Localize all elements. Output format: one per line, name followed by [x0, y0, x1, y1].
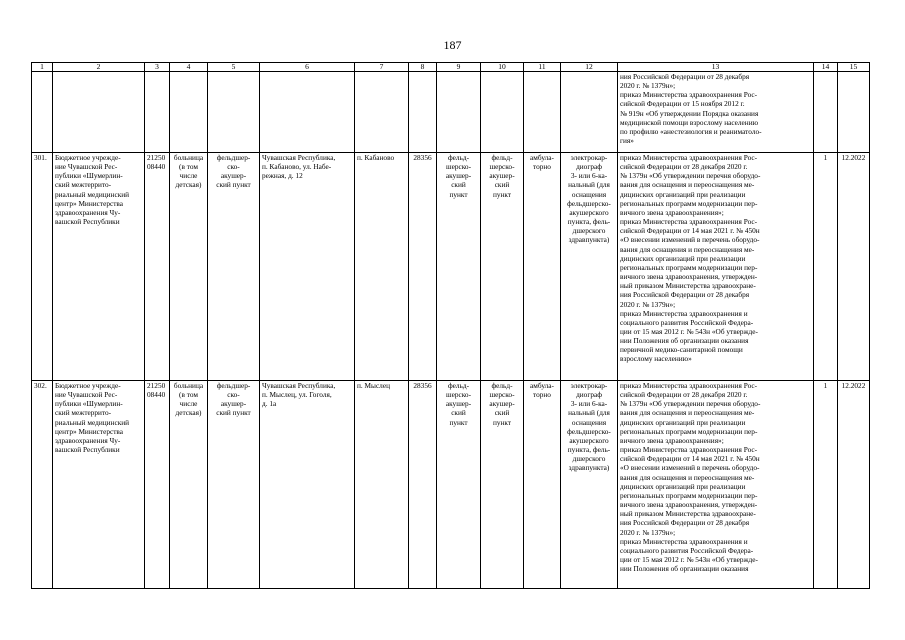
- settlement: п. Кабаново: [355, 153, 409, 381]
- equipment-name: электрокар- диограф 3- или 6-ка- нальный (для оснащения фельдшерско- акушерского пункта, фель- дшерского здравпункта): [561, 381, 618, 589]
- column-number: 11: [524, 63, 561, 72]
- column-number: 4: [170, 63, 208, 72]
- okato-code: 28356: [409, 153, 437, 381]
- column-number: 8: [409, 63, 437, 72]
- address: Чувашская Республика, п. Мыслец, ул. Гоголя, д. 1а: [260, 381, 355, 589]
- page-number: 187: [443, 38, 462, 52]
- institution-type: больница (в том числе детская): [170, 153, 208, 381]
- institution-name: Бюджетное учрежде- ние Чувашской Рес- публики «Шумерлин- ский межтеррито- риальный медицинский центр» Министерства здравоохранения Чу- вашской Республики: [53, 381, 145, 589]
- column-number: 7: [355, 63, 409, 72]
- deadline: 12.2022: [838, 381, 870, 589]
- legal-basis-continued: ния Российской Федерации от 28 декабря 2020 г. № 1379н»; приказ Министерства здравоохранения Рос- сийской Федерации от 15 ноября 2012 г. № 919н «Об утверждении Порядка оказания медицинской помощи взрослому населению по профилю «анестезиология и реаниматоло- гия»: [618, 72, 814, 153]
- legal-basis: приказ Министерства здравоохранения Рос- сийской Федерации от 28 декабря 2020 г. № 1379н «Об утверждении перечня оборудо- вания для оснащения и переоснащения ме- дицинских организаций при реализации региональных программ модернизации пер- вичного звена здравоохранения»; приказ Министерства здравоохранения Рос- сийской Федерации от 14 мая 2021 г. № 450н «О внесении изменений в перечень оборудо- вания для оснащения и переоснащения ме- дицинских организаций при реализации региональных программ модернизации пер- вичного звена здравоохранения, утвержден- ный приказом Министерства здравоохране- ния Российской Федерации от 28 декабря 2020 г. № 1379н»; приказ Министерства здравоохранения и социального развития Российской Федера- ции от 15 мая 2012 г. № 543н «Об утвержде- нии Положения об организации оказания первичной медико-санитарной помощи взрослому населению»: [618, 153, 814, 381]
- column-number: 10: [481, 63, 524, 72]
- column-number: 1: [32, 63, 53, 72]
- continuation-row: [32, 72, 870, 153]
- structural-unit-profile: фельд- шерско- акушер- ский пункт: [481, 381, 524, 589]
- column-number: 6: [260, 63, 355, 72]
- institution-code: 21250 08440: [145, 153, 170, 381]
- column-number: 14: [814, 63, 838, 72]
- care-conditions: амбула- торно: [524, 153, 561, 381]
- quantity: 1: [814, 153, 838, 381]
- column-number: 15: [838, 63, 870, 72]
- column-number-row: [32, 63, 870, 72]
- row-number: 302.: [32, 381, 53, 589]
- deadline: 12.2022: [838, 153, 870, 381]
- settlement: п. Мыслец: [355, 381, 409, 589]
- institution-name: Бюджетное учрежде- ние Чувашской Рес- публики «Шумерлин- ский межтеррито- риальный медицинский центр» Министерства здравоохранения Чу- вашской Республики: [53, 153, 145, 381]
- column-number: 12: [561, 63, 618, 72]
- row-number: 301.: [32, 153, 53, 381]
- table-row: [32, 153, 870, 381]
- okato-code: 28356: [409, 381, 437, 589]
- unit-type: фельдшер- ско- акушер- ский пункт: [208, 381, 260, 589]
- institution-code: 21250 08440: [145, 381, 170, 589]
- column-number: 3: [145, 63, 170, 72]
- equipment-table: [31, 62, 870, 589]
- care-conditions: амбула- торно: [524, 381, 561, 589]
- structural-unit: фельд- шерско- акушер- ский пункт: [437, 153, 481, 381]
- structural-unit: фельд- шерско- акушер- ский пункт: [437, 381, 481, 589]
- column-number: 9: [437, 63, 481, 72]
- address: Чувашская Республика, п. Кабаново, ул. Набе- режная, д. 12: [260, 153, 355, 381]
- institution-type: больница (в том числе детская): [170, 381, 208, 589]
- table-row: [32, 381, 870, 589]
- column-number: 5: [208, 63, 260, 72]
- equipment-name: электрокар- диограф 3- или 6-ка- нальный (для оснащения фельдшерско- акушерского пункта, фель- дшерского здравпункта): [561, 153, 618, 381]
- legal-basis: приказ Министерства здравоохранения Рос- сийской Федерации от 28 декабря 2020 г. № 1379н «Об утверждении перечня оборудо- вания для оснащения и переоснащения ме- дицинских организаций при реализации региональных программ модернизации пер- вичного звена здравоохранения»; приказ Министерства здравоохранения Рос- сийской Федерации от 14 мая 2021 г. № 450н «О внесении изменений в перечень оборудо- вания для оснащения и переоснащения ме- дицинских организаций при реализации региональных программ модернизации пер- вичного звена здравоохранения, утвержден- ный приказом Министерства здравоохране- ния Российской Федерации от 28 декабря 2020 г. № 1379н»; приказ Министерства здравоохранения и социального развития Российской Федера- ции от 15 мая 2012 г. № 543н «Об утвержде- нии Положения об организации оказания: [618, 381, 814, 589]
- quantity: 1: [814, 381, 838, 589]
- column-number: 13: [618, 63, 814, 72]
- structural-unit-profile: фельд- шерско- акушер- ский пункт: [481, 153, 524, 381]
- column-number: 2: [53, 63, 145, 72]
- unit-type: фельдшер- ско- акушер- ский пункт: [208, 153, 260, 381]
